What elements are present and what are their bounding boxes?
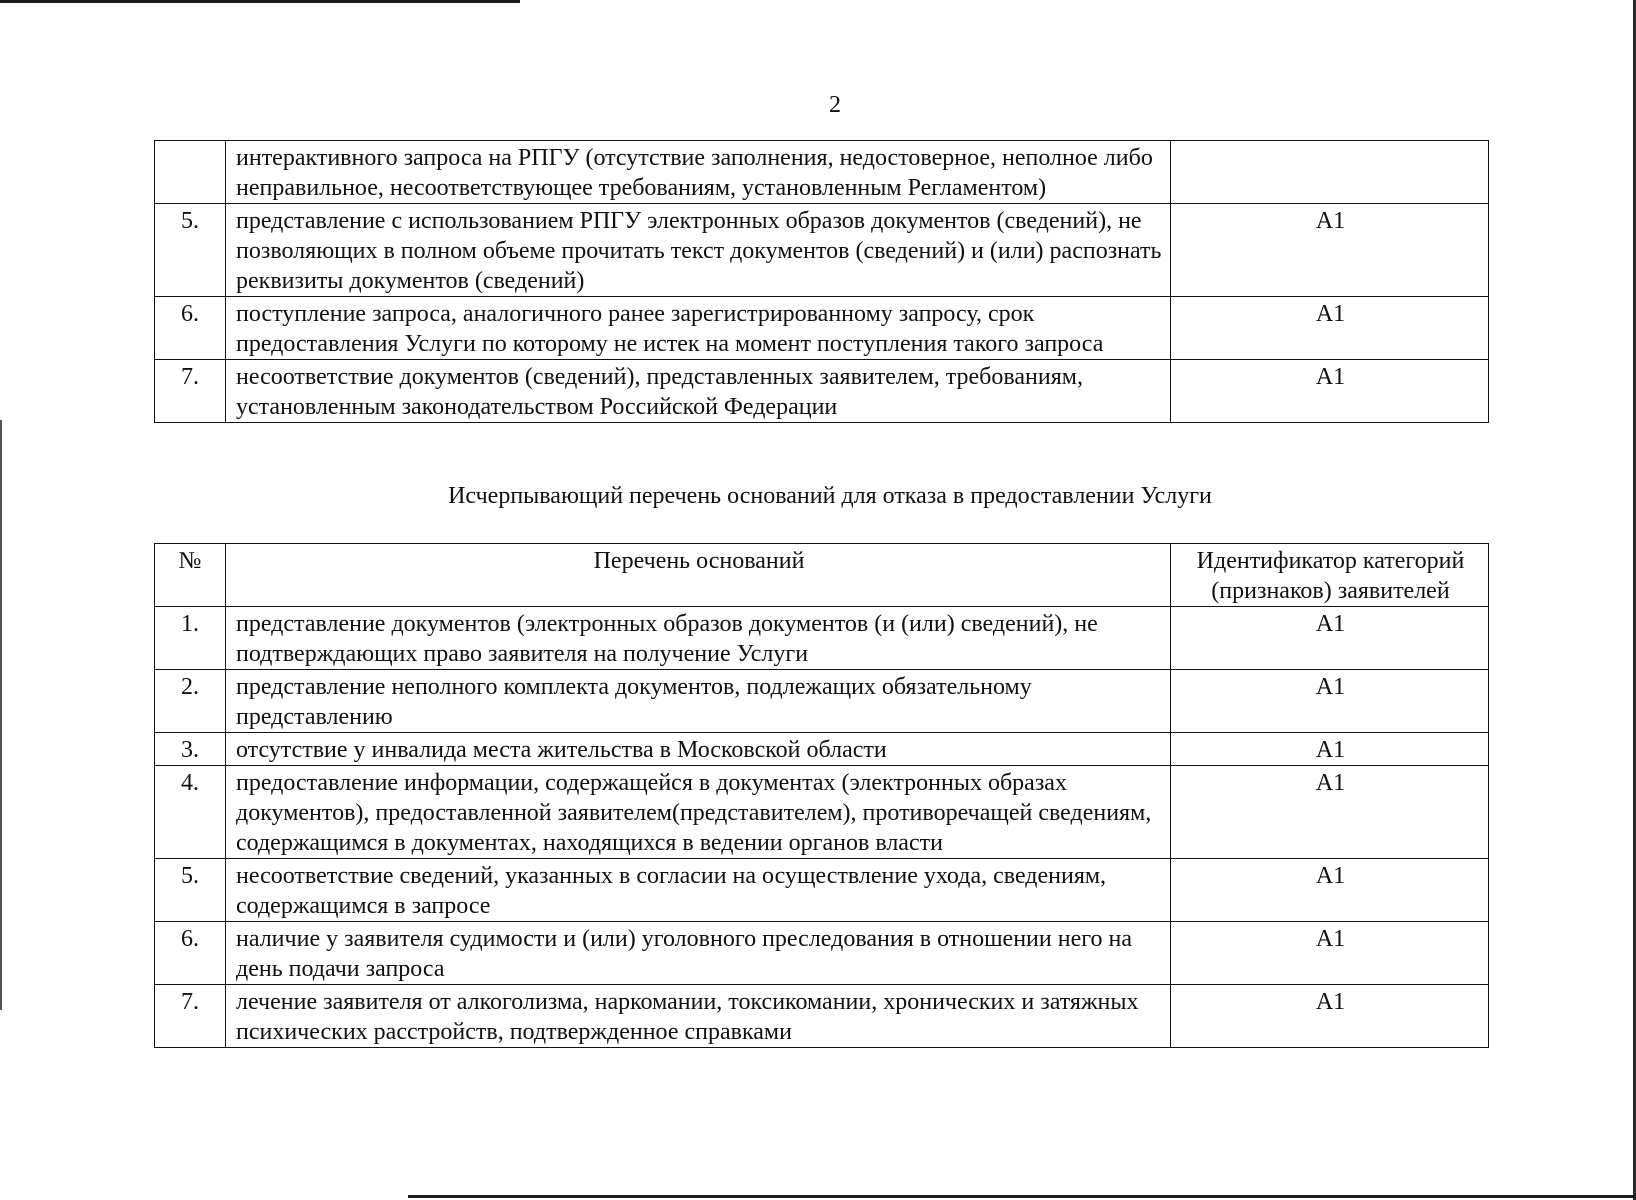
row-category-id: А1: [1171, 985, 1489, 1048]
row-category-id: [1171, 141, 1489, 204]
row-category-id: А1: [1171, 922, 1489, 985]
scan-border-top: [0, 0, 520, 3]
row-number: 6.: [155, 297, 226, 360]
row-text: предоставление информации, содержащейся в документах (электронных образах документов), предоставленной заявителем(представителем), противоречащей сведениям, содержащимся в документах, находящихся в ведении органов власти: [226, 766, 1171, 859]
header-grounds-list: Перечень оснований: [226, 544, 1171, 607]
table-row: [155, 204, 1489, 297]
table-row: [155, 360, 1489, 423]
row-category-id: А1: [1171, 766, 1489, 859]
table-row: [155, 297, 1489, 360]
header-category-id: Идентификатор категорий (признаков) заявителей: [1171, 544, 1489, 607]
row-category-id: А1: [1171, 297, 1489, 360]
row-number: 2.: [155, 670, 226, 733]
row-number: 6.: [155, 922, 226, 985]
row-text: отсутствие у инвалида места жительства в Московской области: [226, 733, 1171, 766]
row-text: несоответствие сведений, указанных в согласии на осуществление ухода, сведениям, содержащимся в запросе: [226, 859, 1171, 922]
page-number: 2: [829, 92, 841, 118]
table-row: [155, 141, 1489, 204]
table-row: [155, 607, 1489, 670]
section-title: Исчерпывающий перечень оснований для отказа в предоставлении Услуги: [448, 483, 1212, 509]
table-row: [155, 922, 1489, 985]
row-category-id: А1: [1171, 360, 1489, 423]
refusal-grounds-table: [154, 543, 1489, 1048]
row-category-id: А1: [1171, 607, 1489, 670]
row-text: наличие у заявителя судимости и (или) уголовного преследования в отношении него на день подачи запроса: [226, 922, 1171, 985]
scan-border-bottom: [408, 1195, 1636, 1198]
row-text: интерактивного запроса на РПГУ (отсутствие заполнения, недостоверное, неполное либо неправильное, несоответствующее требованиям, установленным Регламентом): [226, 141, 1171, 204]
row-text: лечение заявителя от алкоголизма, наркомании, токсикомании, хронических и затяжных психических расстройств, подтвержденное справками: [226, 985, 1171, 1048]
table-row: [155, 733, 1489, 766]
header-number: №: [155, 544, 226, 607]
row-number: 1.: [155, 607, 226, 670]
table-header-row: [155, 544, 1489, 607]
row-number: [155, 141, 226, 204]
row-text: представление неполного комплекта документов, подлежащих обязательному представлению: [226, 670, 1171, 733]
table-row: [155, 766, 1489, 859]
table-row: [155, 859, 1489, 922]
table-row: [155, 985, 1489, 1048]
row-text: представление документов (электронных образов документов (и (или) сведений), не подтверждающих право заявителя на получение Услуги: [226, 607, 1171, 670]
row-number: 3.: [155, 733, 226, 766]
row-number: 5.: [155, 204, 226, 297]
continuation-table: [154, 140, 1489, 423]
row-category-id: А1: [1171, 859, 1489, 922]
row-number: 7.: [155, 360, 226, 423]
row-text: несоответствие документов (сведений), представленных заявителем, требованиям, установленным законодательством Российской Федерации: [226, 360, 1171, 423]
row-text: представление с использованием РПГУ электронных образов документов (сведений), не позволяющих в полном объеме прочитать текст документов (сведений) и (или) распознать реквизиты документов (сведений): [226, 204, 1171, 297]
row-number: 4.: [155, 766, 226, 859]
row-category-id: А1: [1171, 733, 1489, 766]
row-text: поступление запроса, аналогичного ранее зарегистрированному запросу, срок предоставления Услуги по которому не истек на момент поступления такого запроса: [226, 297, 1171, 360]
row-category-id: А1: [1171, 204, 1489, 297]
row-category-id: А1: [1171, 670, 1489, 733]
table-row: [155, 670, 1489, 733]
row-number: 5.: [155, 859, 226, 922]
row-number: 7.: [155, 985, 226, 1048]
